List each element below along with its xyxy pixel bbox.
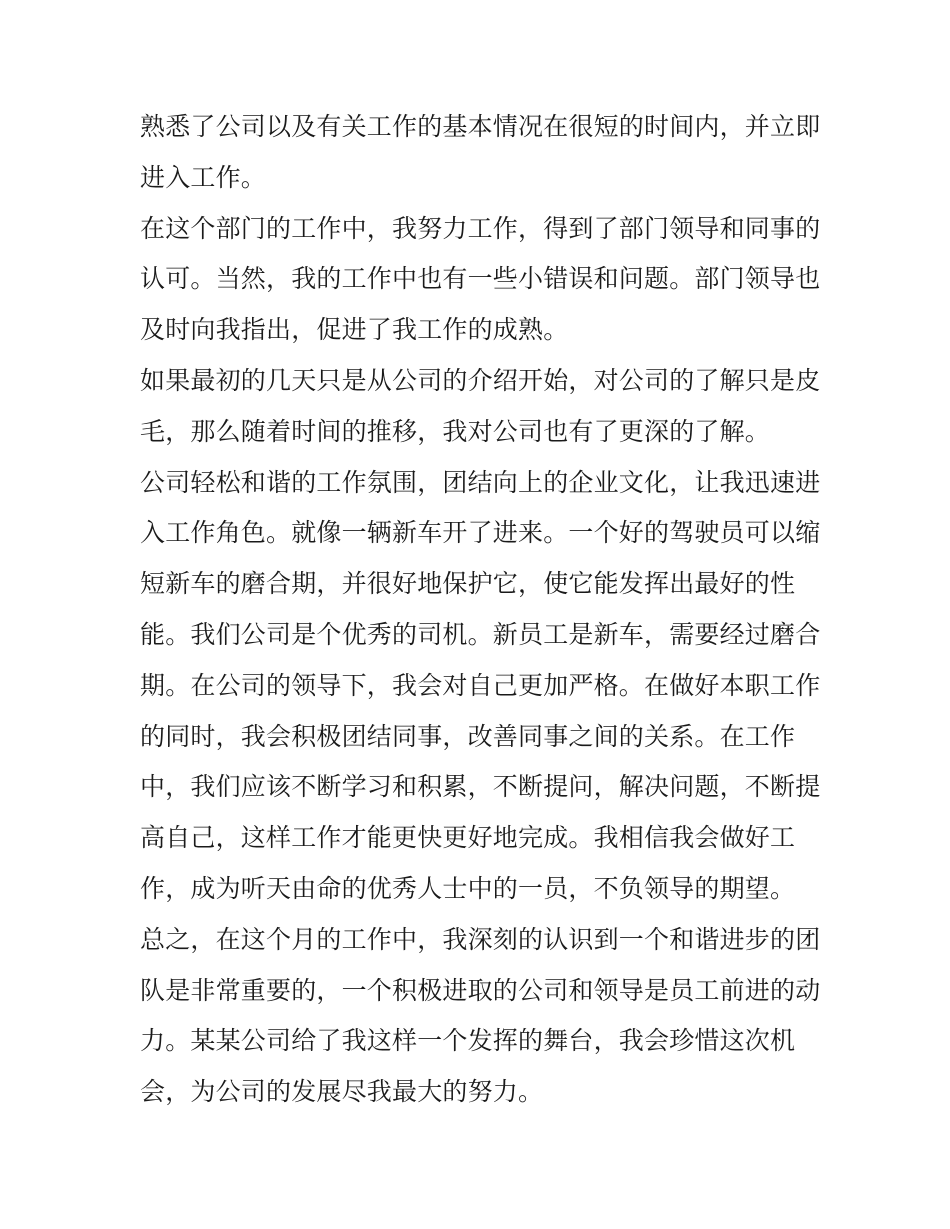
text-line: 能。我们公司是个优秀的司机。新员工是新车，需要经过磨合 — [140, 619, 821, 649]
text-line: 期。在公司的领导下，我会对自己更加严格。在做好本职工作 — [140, 670, 821, 700]
text-line: 短新车的磨合期，并很好地保护它，使它能发挥出最好的性 — [140, 569, 796, 599]
text-line: 在这个部门的工作中，我努力工作，得到了部门领导和同事的 — [140, 213, 821, 243]
text-line: 会，为公司的发展尽我最大的努力。 — [140, 1077, 544, 1107]
text-line: 高自己，这样工作才能更快更好地完成。我相信我会做好工 — [140, 823, 796, 853]
text-line: 公司轻松和谐的工作氛围，团结向上的企业文化，让我迅速进 — [140, 467, 821, 497]
text-line: 认可。当然，我的工作中也有一些小错误和问题。部门领导也 — [140, 264, 821, 294]
text-line: 入工作角色。就像一辆新车开了进来。一个好的驾驶员可以缩 — [140, 518, 821, 548]
text-line: 总之，在这个月的工作中，我深刻的认识到一个和谐进步的团 — [140, 924, 821, 954]
text-line: 队是非常重要的，一个积极进取的公司和领导是员工前进的动 — [140, 975, 821, 1005]
text-line: 进入工作。 — [140, 162, 267, 192]
document-body — [140, 102, 821, 1118]
text-line: 如果最初的几天只是从公司的介绍开始，对公司的了解只是皮 — [140, 365, 821, 395]
text-line: 力。某某公司给了我这样一个发挥的舞台，我会珍惜这次机 — [140, 1026, 796, 1056]
text-line: 中，我们应该不断学习和积累，不断提问，解决问题，不断提 — [140, 772, 821, 802]
text-line: 作，成为听天由命的优秀人士中的一员，不负领导的期望。 — [140, 873, 796, 903]
text-line: 毛，那么随着时间的推移，我对公司也有了更深的了解。 — [140, 416, 771, 446]
text-line: 熟悉了公司以及有关工作的基本情况在很短的时间内，并立即 — [140, 112, 821, 141]
text-line: 及时向我指出，促进了我工作的成熟。 — [140, 315, 569, 345]
text-line: 的同时，我会积极团结同事，改善同事之间的关系。在工作 — [140, 721, 796, 751]
